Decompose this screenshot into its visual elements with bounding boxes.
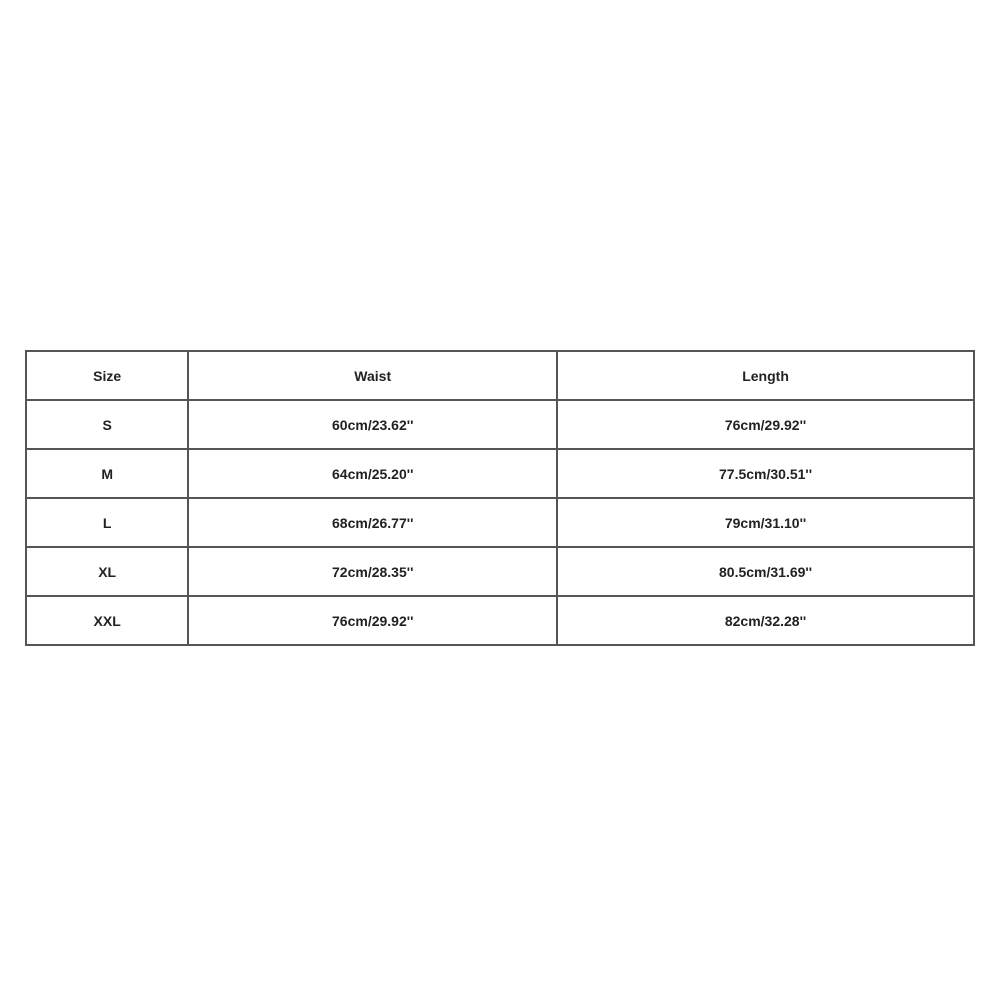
length-cell: 82cm/32.28'' — [557, 596, 974, 645]
waist-cell: 60cm/23.62'' — [188, 400, 557, 449]
waist-cell: 68cm/26.77'' — [188, 498, 557, 547]
size-chart-table — [25, 350, 975, 646]
size-cell: XL — [26, 547, 188, 596]
size-cell: L — [26, 498, 188, 547]
header-waist: Waist — [188, 351, 557, 400]
table-row — [26, 400, 974, 449]
table-row — [26, 498, 974, 547]
waist-cell: 72cm/28.35'' — [188, 547, 557, 596]
length-cell: 79cm/31.10'' — [557, 498, 974, 547]
length-cell: 76cm/29.92'' — [557, 400, 974, 449]
header-length: Length — [557, 351, 974, 400]
size-cell: S — [26, 400, 188, 449]
table-header-row — [26, 351, 974, 400]
waist-cell: 76cm/29.92'' — [188, 596, 557, 645]
size-cell: XXL — [26, 596, 188, 645]
length-cell: 77.5cm/30.51'' — [557, 449, 974, 498]
table-row — [26, 596, 974, 645]
table-row — [26, 547, 974, 596]
size-cell: M — [26, 449, 188, 498]
table-row — [26, 449, 974, 498]
header-size: Size — [26, 351, 188, 400]
length-cell: 80.5cm/31.69'' — [557, 547, 974, 596]
waist-cell: 64cm/25.20'' — [188, 449, 557, 498]
